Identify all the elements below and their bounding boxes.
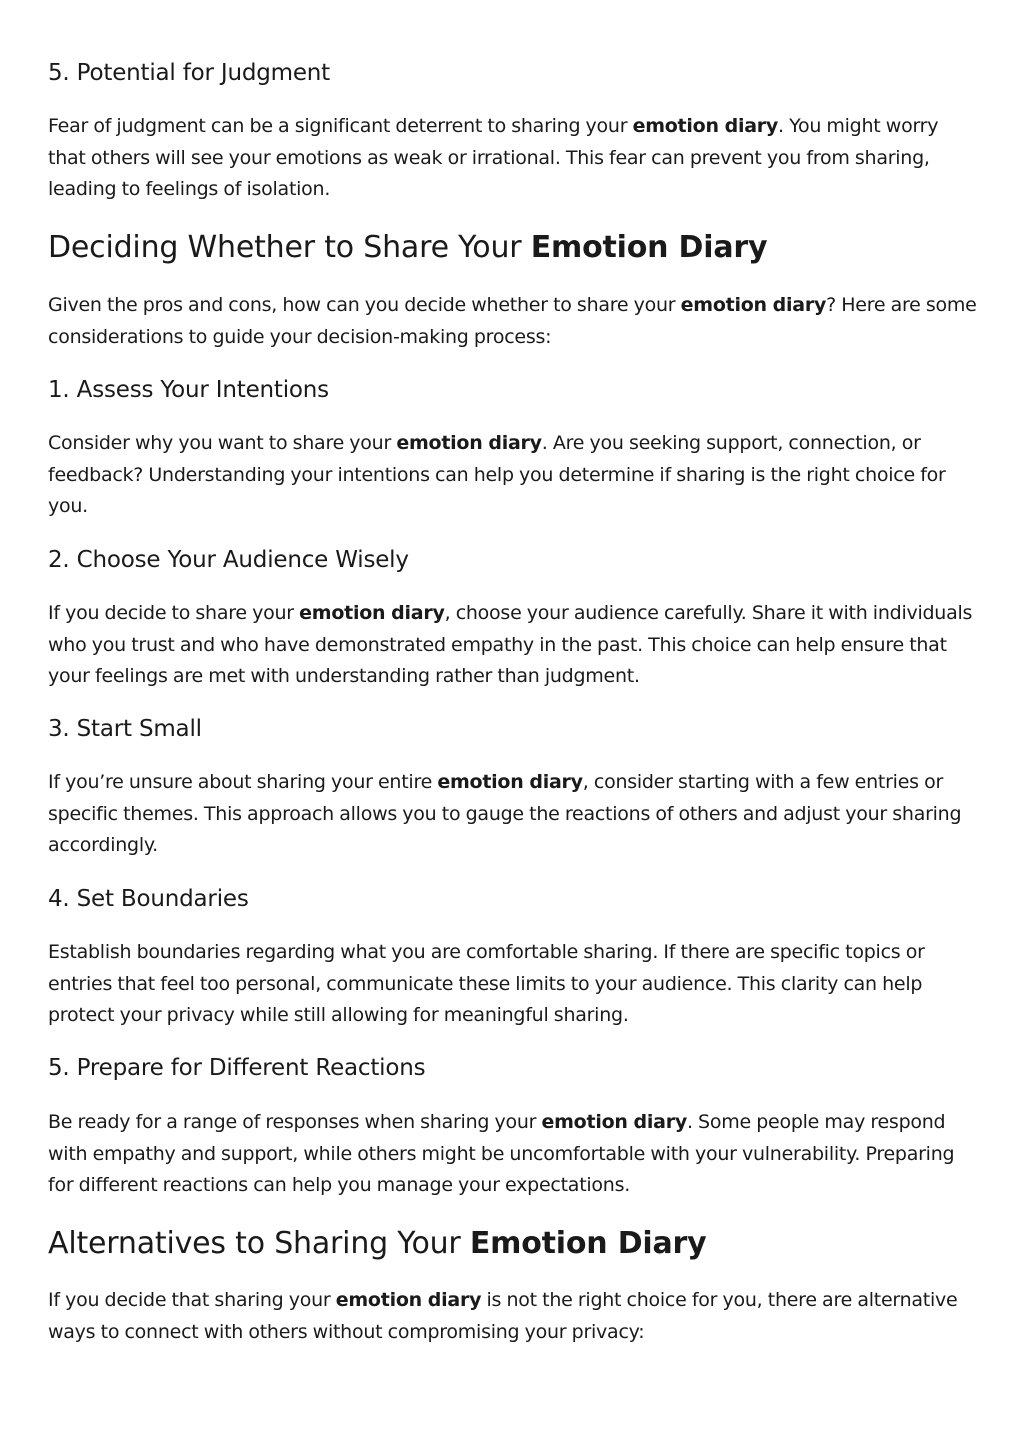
paragraph-start-small [48, 767, 978, 862]
text-run: If you decide that sharing your [48, 1289, 336, 1311]
text-run: Fear of judgment can be a significant deterrent to sharing your [48, 115, 633, 137]
paragraph-fear-of-judgment [48, 111, 978, 206]
text-run: Consider why you want to share your [48, 432, 397, 454]
bold-term: emotion diary [632, 115, 779, 137]
text-run: is not the right choice for you, there are alternative ways to connect with others without compromising your privacy: [48, 1289, 958, 1343]
text-run: , consider starting with a few entries or specific themes. This approach allows you to gauge the reactions of others and adjust your sharing accordingly. [48, 771, 962, 856]
bold-term: emotion diary [396, 432, 542, 454]
bold-term: Emotion Diary [530, 230, 768, 265]
text-run: Alternatives to Sharing Your [48, 1226, 470, 1261]
text-run: Given the pros and cons, how can you decide whether to share your [48, 294, 681, 316]
text-run: Be ready for a range of responses when sharing your [48, 1111, 542, 1133]
bold-term: emotion diary [299, 602, 445, 624]
paragraph-prepare-for-reactions [48, 1107, 978, 1202]
paragraph-alternatives-intro [48, 1285, 978, 1348]
section-heading-alternatives-to-sharing [48, 1226, 978, 1262]
paragraph-assess-intentions [48, 428, 978, 523]
text-run: . You might worry that others will see your emotions as weak or irrational. This fear can prevent you from sharing, leading to feelings of isolation. [48, 115, 939, 200]
heading-choose-your-audience: 2. Choose Your Audience Wisely [48, 547, 409, 573]
text-run: , choose your audience carefully. Share it with individuals who you trust and who have demonstrated empathy in the past. This choice can help ensure that your feelings are met with understanding rather than judgment. [48, 602, 973, 687]
heading-assess-your-intentions: 1. Assess Your Intentions [48, 377, 329, 403]
text-run: Deciding Whether to Share Your [48, 230, 531, 265]
text-run: Establish boundaries regarding what you are comfortable sharing. If there are specific topics or entries that feel too personal, communicate these limits to your audience. This clarity can help protect your privacy while still allowing for meaningful sharing. [48, 941, 925, 1026]
bold-term: emotion diary [541, 1111, 687, 1133]
paragraph-given-pros-and-cons [48, 290, 978, 353]
section-heading-deciding-whether-to-share [48, 230, 978, 266]
bold-term: emotion diary [335, 1289, 482, 1311]
text-run: . Some people may respond with empathy and support, while others might be uncomfortable with your vulnerability. Preparing for different reactions can help you manage your expectations. [48, 1111, 955, 1196]
heading-prepare-for-reactions: 5. Prepare for Different Reactions [48, 1055, 426, 1081]
bold-term: Emotion Diary [469, 1226, 707, 1261]
text-run: ? Here are some considerations to guide your decision-making process: [48, 294, 977, 348]
bold-term: emotion diary [437, 771, 583, 793]
heading-set-boundaries: 4. Set Boundaries [48, 886, 249, 912]
paragraph-choose-audience [48, 598, 978, 693]
text-run: If you decide to share your [48, 602, 300, 624]
heading-start-small: 3. Start Small [48, 716, 202, 742]
text-run: . Are you seeking support, connection, or feedback? Understanding your intentions can help you determine if sharing is the right choice for you. [48, 432, 946, 517]
bold-term: emotion diary [680, 294, 827, 316]
heading-potential-for-judgment: 5. Potential for Judgment [48, 60, 330, 86]
text-run: If you’re unsure about sharing your entire [48, 771, 438, 793]
paragraph-set-boundaries [48, 937, 978, 1032]
